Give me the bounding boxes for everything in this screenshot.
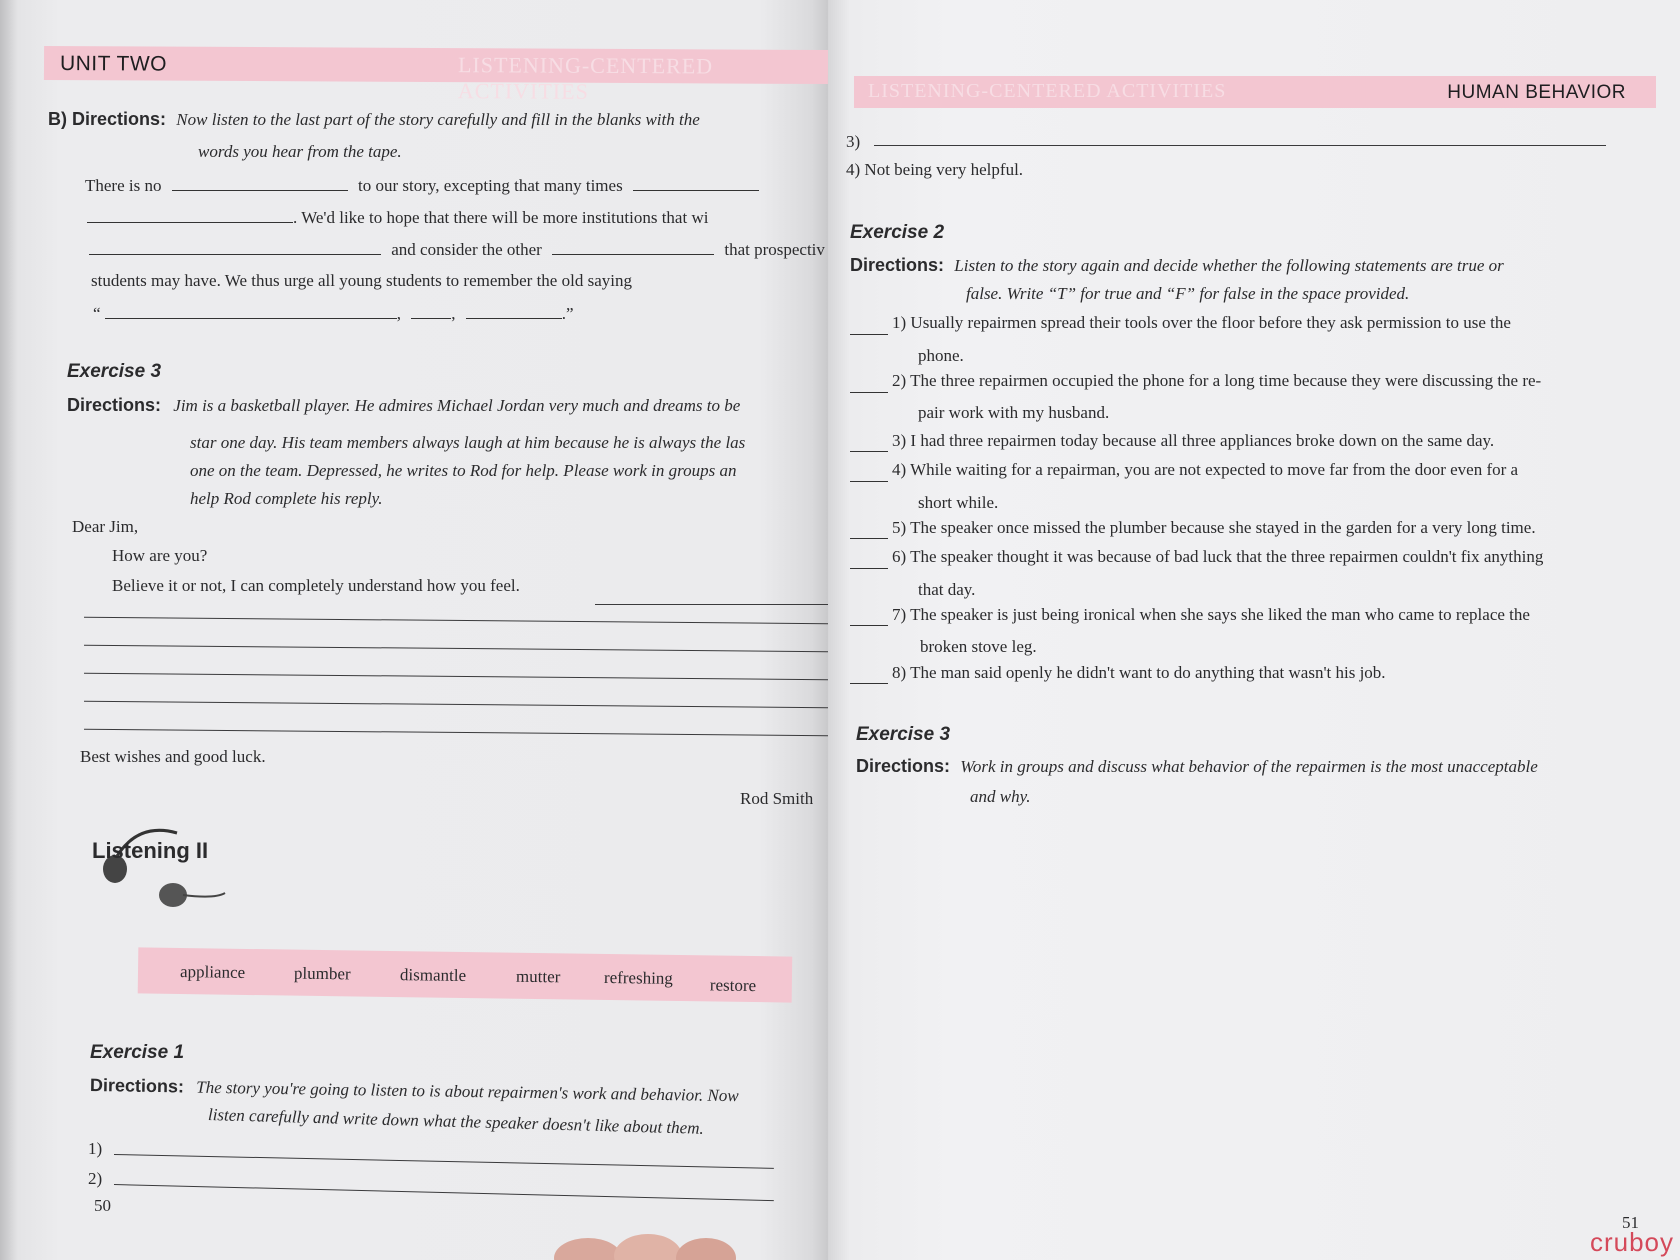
part-b-line1: There is no to our story, excepting that many times bbox=[85, 176, 759, 194]
blank[interactable] bbox=[411, 304, 451, 319]
word-bank-item: mutter bbox=[515, 966, 561, 987]
right-section-label: LISTENING-CENTERED ACTIVITIES bbox=[868, 80, 1227, 102]
statement-7: 7) The speaker is just being ironical when she says she liked the man who came to replace the bbox=[892, 605, 1530, 624]
statement-8: 8) The man said openly he didn't want to do anything that wasn't his job. bbox=[892, 663, 1386, 682]
left-header-band bbox=[44, 46, 828, 104]
blank[interactable] bbox=[89, 240, 381, 255]
writing-line[interactable] bbox=[84, 701, 828, 709]
writing-line[interactable] bbox=[84, 729, 828, 737]
part-b-directions-line1: B) Directions: Now listen to the last part of the story carefully and fill in the blanks with the bbox=[48, 109, 700, 129]
statement-4-cont: short while. bbox=[918, 493, 999, 512]
left-section-label: LISTENING-CENTERED ACTIVITIES bbox=[457, 52, 714, 104]
word-bank-item: dismantle bbox=[399, 965, 467, 986]
statement-1: 1) Usually repairmen spread their tools over the floor before they ask permission to use the bbox=[892, 313, 1511, 332]
writing-line[interactable] bbox=[84, 617, 828, 625]
right-page bbox=[828, 0, 1680, 1260]
part-b-line5: “ , , .” bbox=[93, 304, 574, 323]
statement-1-cont: phone. bbox=[918, 346, 964, 365]
part-b-line4: students may have. We thus urge all young students to remember the old saying bbox=[91, 271, 632, 290]
letter-signature: Rod Smith bbox=[740, 789, 814, 808]
right-title: HUMAN BEHAVIOR bbox=[1447, 82, 1626, 103]
item-4: 4) Not being very helpful. bbox=[846, 160, 1024, 179]
headphones-icon bbox=[95, 823, 235, 913]
part-b-directions-line2: words you hear from the tape. bbox=[198, 142, 402, 161]
exercise2-directions-line1: Directions: Listen to the story again and decide whether the following statements are true or bbox=[850, 255, 1504, 275]
exercise3-right-title: Exercise 3 bbox=[856, 724, 951, 745]
exercise3-directions-line4: help Rod complete his reply. bbox=[190, 489, 383, 508]
exercise1-directions-line2: listen carefully and write down what the speaker doesn't like about them. bbox=[207, 1105, 705, 1138]
part-b-line2: . We'd like to hope that there will be more institutions that wi bbox=[87, 208, 708, 226]
exercise1-n2: 2) bbox=[88, 1169, 103, 1188]
statement-6-cont: that day. bbox=[918, 580, 976, 599]
letter-line1: How are you? bbox=[112, 546, 208, 565]
watermark: cruboy bbox=[1589, 1227, 1674, 1257]
statement-2: 2) The three repairmen occupied the phone for a long time because they were discussing the re- bbox=[892, 371, 1542, 390]
exercise1-n1: 1) bbox=[88, 1139, 103, 1158]
listening-2-title: Listening II bbox=[92, 838, 209, 863]
left-page bbox=[0, 0, 828, 1260]
blank[interactable] bbox=[466, 304, 562, 319]
letter-closing: Best wishes and good luck. bbox=[80, 747, 266, 766]
word-bank-item: restore bbox=[709, 975, 757, 996]
letter-line2: Believe it or not, I can completely understand how you feel. bbox=[112, 576, 520, 595]
word-bank-item: appliance bbox=[179, 962, 246, 982]
writing-line[interactable] bbox=[114, 1154, 774, 1169]
writing-line[interactable] bbox=[84, 645, 828, 653]
exercise1-title: Exercise 1 bbox=[90, 1042, 185, 1063]
right-page-number: 51 bbox=[1622, 1213, 1639, 1232]
word-bank-item: plumber bbox=[293, 963, 351, 984]
writing-line[interactable] bbox=[114, 1184, 774, 1201]
statement-3: 3) I had three repairmen today because all three appliances broke down on the same day. bbox=[892, 431, 1495, 450]
unit-label: UNIT TWO bbox=[59, 52, 168, 76]
writing-line[interactable] bbox=[874, 145, 1606, 146]
right-header-band bbox=[854, 76, 1656, 108]
answer-blank[interactable] bbox=[850, 538, 888, 539]
blank[interactable] bbox=[552, 240, 714, 255]
answer-blank[interactable] bbox=[850, 451, 888, 452]
writing-line[interactable] bbox=[595, 604, 828, 605]
exercise3-right-directions-line1: Directions: Work in groups and discuss what behavior of the repairmen is the most unacceptable bbox=[856, 756, 1538, 776]
letter-salutation: Dear Jim, bbox=[72, 517, 139, 536]
statement-5: 5) The speaker once missed the plumber because she stayed in the garden for a very long time. bbox=[892, 518, 1536, 537]
statement-2-cont: pair work with my husband. bbox=[918, 403, 1110, 422]
answer-blank[interactable] bbox=[850, 334, 888, 335]
blank[interactable] bbox=[633, 176, 759, 191]
answer-blank[interactable] bbox=[850, 683, 888, 684]
answer-blank[interactable] bbox=[850, 481, 888, 482]
blank[interactable] bbox=[172, 176, 348, 191]
exercise2-directions-line2: false. Write “T” for true and “F” for false in the space provided. bbox=[966, 284, 1410, 303]
statement-4: 4) While waiting for a repairman, you are not expected to move far from the door even for a bbox=[892, 460, 1519, 479]
word-bank bbox=[138, 947, 793, 1002]
exercise3-right-directions-line2: and why. bbox=[970, 787, 1031, 806]
item-3-label: 3) bbox=[846, 132, 861, 151]
answer-blank[interactable] bbox=[850, 392, 888, 393]
answer-blank[interactable] bbox=[850, 625, 888, 626]
blank[interactable] bbox=[105, 304, 397, 319]
word-bank-item: refreshing bbox=[603, 967, 674, 988]
exercise3-directions-line3: one on the team. Depressed, he writes to Rod for help. Please work in groups an bbox=[190, 461, 737, 480]
statement-6: 6) The speaker thought it was because of bad luck that the three repairmen couldn't fix anything bbox=[892, 547, 1544, 566]
exercise3-directions-line2: star one day. His team members always laugh at him because he is always the las bbox=[190, 433, 746, 452]
statement-7-cont: broken stove leg. bbox=[920, 637, 1037, 656]
writing-line[interactable] bbox=[84, 673, 828, 681]
exercise3-title: Exercise 3 bbox=[67, 361, 162, 382]
exercise1-directions-line1: Directions: The story you're going to listen to is about repairmen's work and behavior. Now bbox=[89, 1075, 739, 1106]
answer-blank[interactable] bbox=[850, 568, 888, 569]
left-page-number: 50 bbox=[94, 1196, 111, 1215]
exercise3-directions-line1: Directions: Jim is a basketball player. He admires Michael Jordan very much and dreams to be bbox=[67, 395, 741, 415]
finger-photo-artifact bbox=[548, 1228, 738, 1260]
blank[interactable] bbox=[87, 208, 293, 223]
exercise2-title: Exercise 2 bbox=[850, 222, 945, 243]
part-b-line3: and consider the other that prospectiv bbox=[89, 240, 825, 258]
